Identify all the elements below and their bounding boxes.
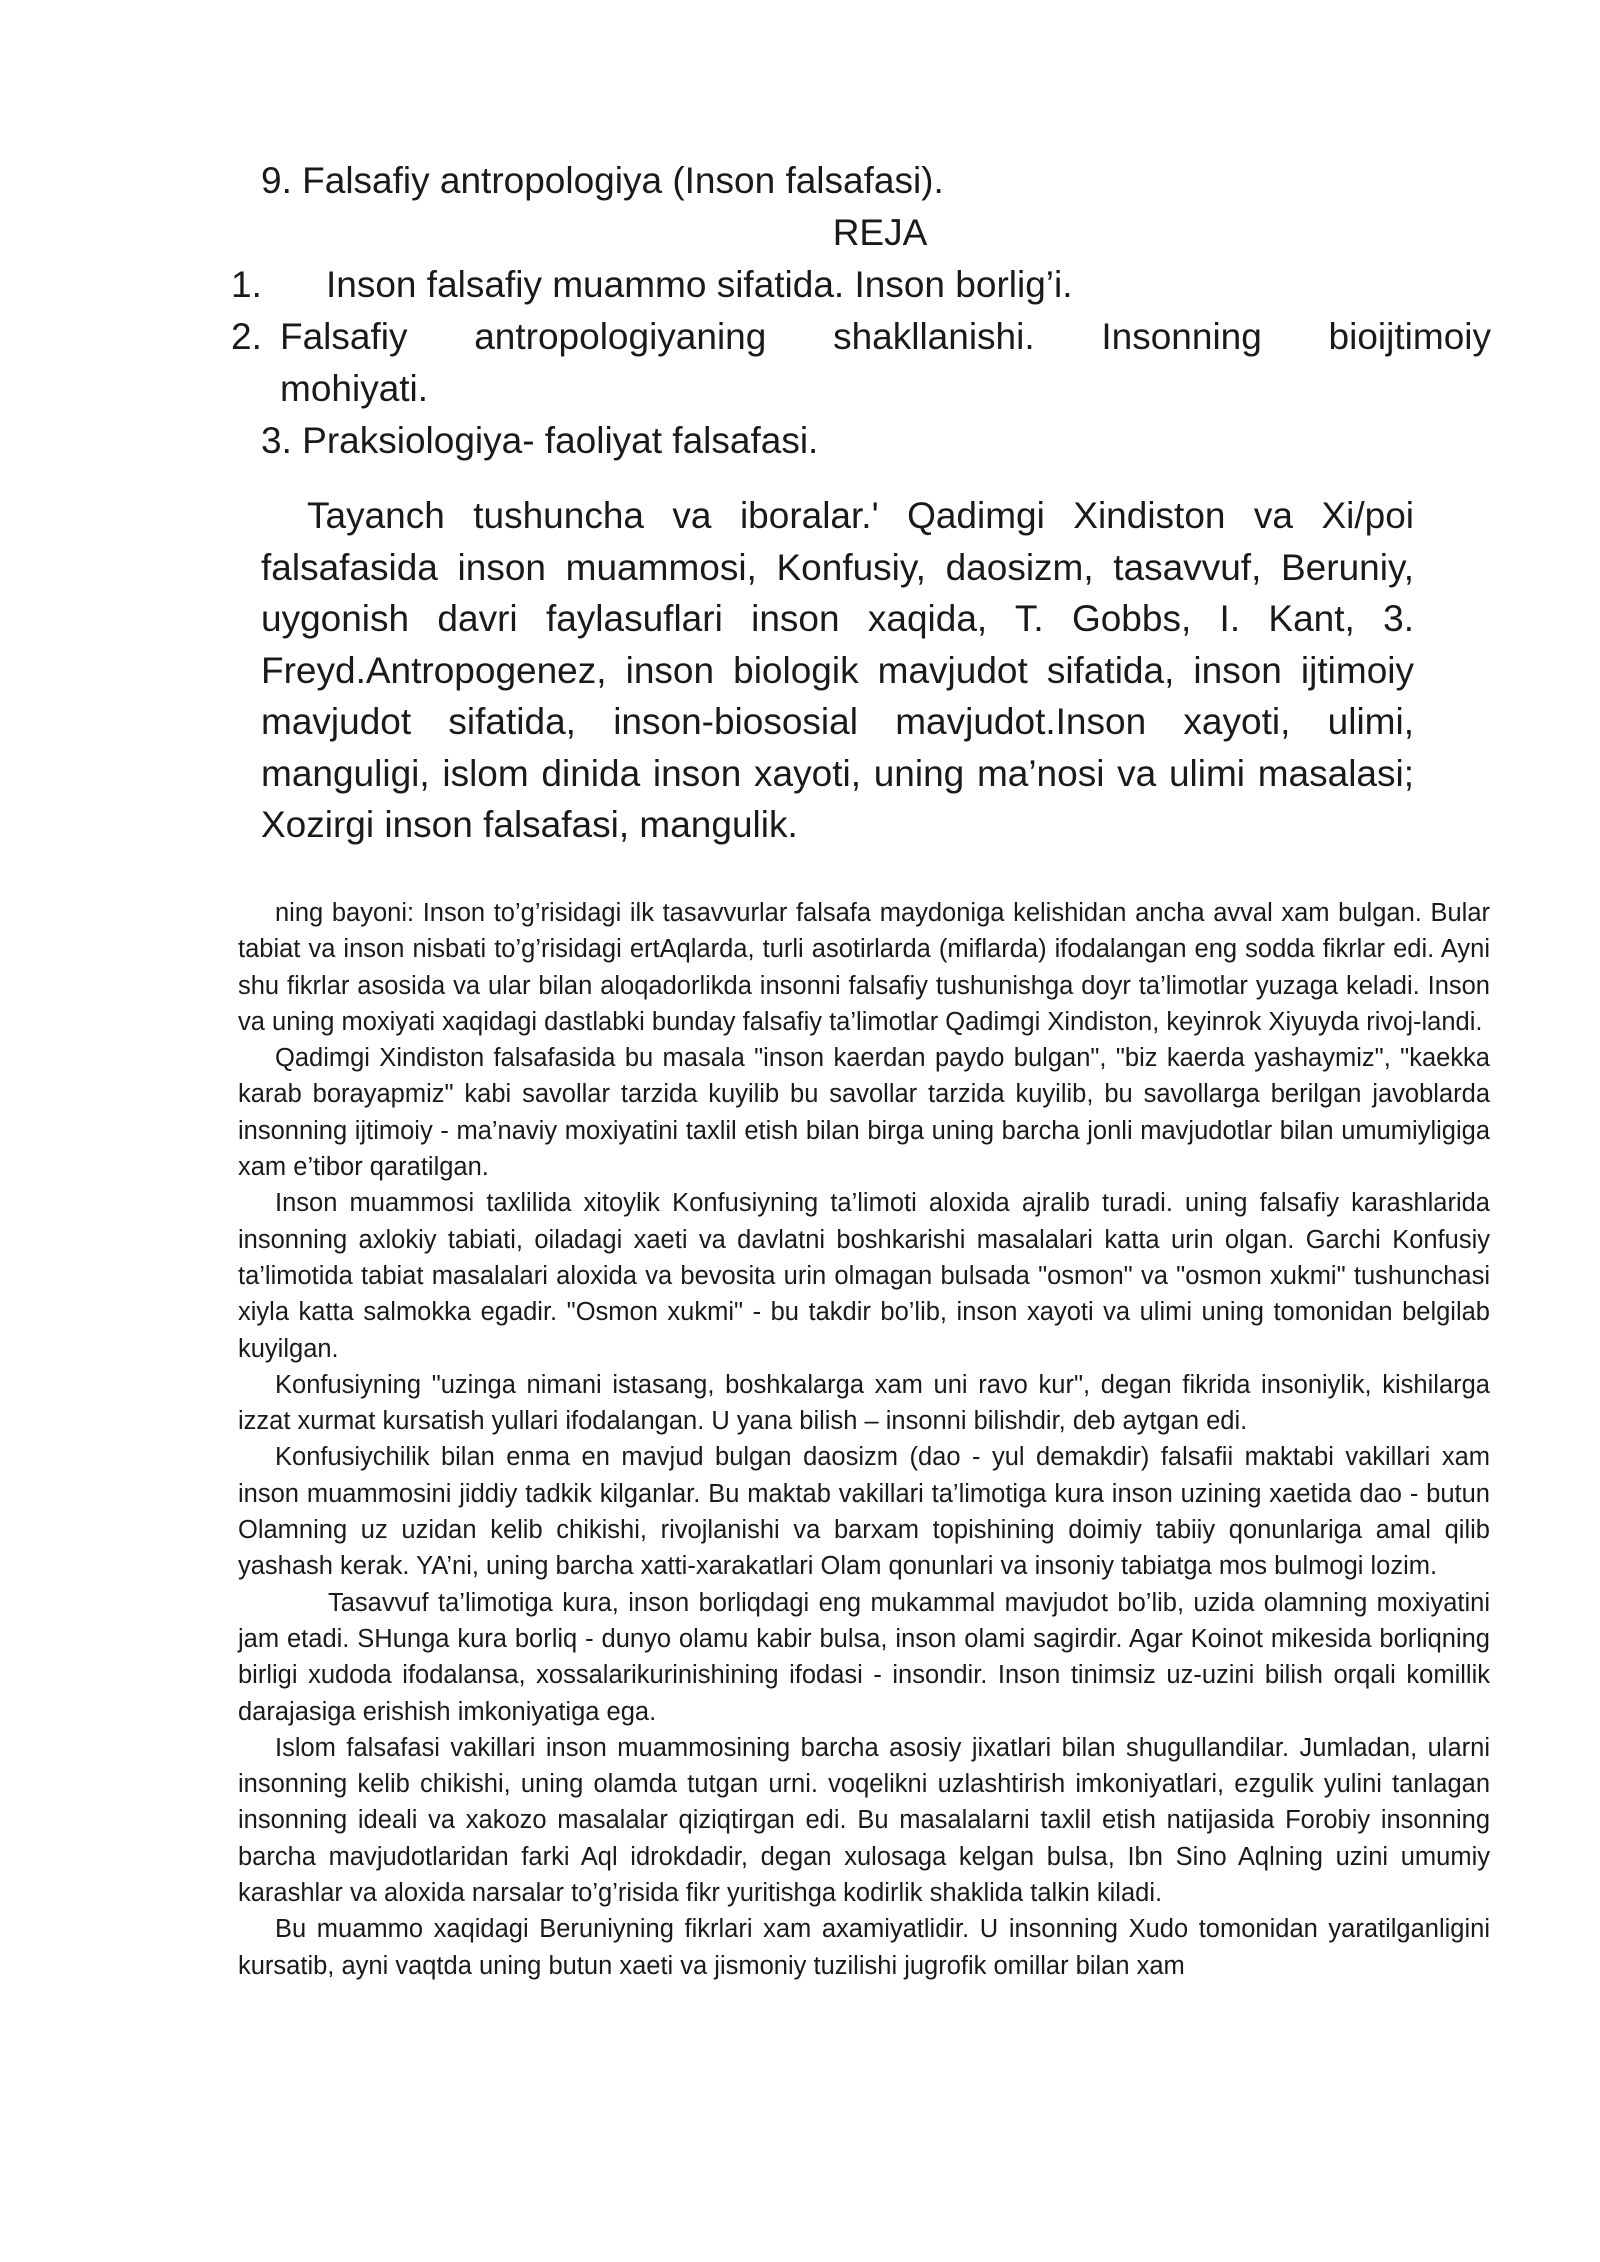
body-text bbox=[238, 895, 1490, 1984]
plan-item-text: Falsafiy antropologiyaning shakllanishi. Insonning bioijtimoiy bbox=[280, 316, 1491, 357]
plan-item-text: Praksiologiya- faoliyat falsafasi. bbox=[302, 420, 819, 461]
plan-item bbox=[231, 311, 1491, 415]
body-paragraph: Islom falsafasi vakillari inson muammosining barcha asosiy jixatlari bilan shugullandilar. Jumladan, ularni insonning kelib chikishi, uning olamda tutgan urni. voqelikni uzlashtirish imkoniyatlari, ezgulik yulini tanlagan insonning ideali va xakozo masalalar qiziqtirgan edi. Bu masalalarni taxlil etish natijasida Forobiy insonning barcha mavjudotlaridan farki Aql idrokdadir, degan xulosaga kelgan bulsa, Ibn Sino Aqlning uzini umumiy karashlar va aloxida narsalar to’g’risida fikr yuritishga kodirlik shaklida talkin kiladi. bbox=[238, 1733, 1490, 1908]
body-paragraph: Qadimgi Xindiston falsafasida bu masala "inson kaerdan paydo bulgan", "biz kaerda yashaymiz", "kaekka karab borayapmiz" kabi savollar tarzida kuyilib bu savollar tarzida kuyilib, bu savollarga berilgan javoblarda insonning ijtimoiy - ma’naviy moxiyatini taxlil etish bilan birga uning barcha jonli mavjudotlar bilan umumiyligiga xam e’tibor qaratilgan. bbox=[238, 1044, 1490, 1182]
plan-item-text: Inson falsafiy muammo sifatida. Inson borlig’i. bbox=[326, 264, 1073, 305]
plan-item bbox=[231, 259, 1073, 311]
body-paragraph: Bu muammo xaqidagi Beruniyning fikrlari xam axamiyatlidir. U insonning Xudo tomonidan yaratilganligini kursatib, ayni vaqtda uning butun xaeti va jismoniy tuzilishi jugrofik omillar bilan xam bbox=[238, 1915, 1490, 1980]
body-paragraph: ning bayoni: Inson to’g’risidagi ilk tasavvurlar falsafa maydoniga kelishidan ancha avval xam bulgan. Bular tabiat va inson nisbati to’g’risidagi ertAqlarda, turli asotirlarda (miflarda) ifodalangan eng sodda fikrlar edi. Ayni shu fikrlar asosida va ular bilan aloqadorlikda insonni falsafiy tushunishga doyr ta’limotlar yuzaga keladi. Inson va uning moxiyati xaqidagi dastlabki bunday falsafiy ta’limotlar Qadimgi Xindiston, keyinrok Xiyuyda rivoj-landi. bbox=[238, 899, 1490, 1036]
body-paragraph: Konfusiyning "uzinga nimani istasang, boshkalarga xam uni ravo kur", degan fikrida insoniylik, kishilarga izzat xurmat kursatish yullari ifodalangan. U yana bilish – insonni bilishdir, deb aytgan edi. bbox=[238, 1370, 1490, 1436]
body-paragraph: Inson muammosi taxlilida xitoylik Konfusiyning ta’limoti aloxida ajralib turadi. uning falsafiy karashlarida insonning axlokiy tabiati, oiladagi xaeti va davlatni boshkarishi masalalari katta urin olgan. Garchi Konfusiy ta’limotida tabiat masalalari aloxida va bevosita urin olmagan bulsada "osmon" va "osmon xukmi" tushunchasi xiyla katta salmokka egadir. "Osmon xukmi" - bu takdir bo’lib, inson xayoti va ulimi uning tomonidan belgilab kuyilgan. bbox=[238, 1189, 1490, 1363]
plan-item bbox=[261, 415, 818, 467]
key-terms-text: Tayanch tushuncha va iboralar.' Qadimgi Xindiston va Xi/poi falsafasida inson muammosi, Konfusiy, daosizm, tasavvuf, Beruniy, uygonish davri faylasuflari inson xaqida, T. Gobbs, I. Kant, 3. Freyd.Antropogenez, inson biologik mavjudot sifatida, inson ijtimoiy mavjudot sifatida, inson-biososial mavjudot.Inson xayoti, ulimi, manguligi, islom dinida inson xayoti, uning ma’nosi va ulimi masalasi; Xozirgi inson falsafasi, mangulik. bbox=[261, 495, 1414, 845]
plan-item-text-continuation: mohiyati. bbox=[280, 368, 429, 409]
plan-item-number: 1. bbox=[231, 264, 262, 305]
plan-heading: REJA bbox=[832, 212, 928, 253]
body-paragraph: Konfusiychilik bilan enma en mavjud bulgan daosizm (dao - yul demakdir) falsafii maktabi vakillari xam inson muammosini jiddiy tadkik kilganlar. Bu maktab vakillari ta’limotiga kura inson uzining xaetida dao - butun Olamning uz uzidan kelib chikishi, rivojlanishi va barxam topishining doimiy tabiiy qonunlariga amal qilib yashash kerak. YA’ni, uning barcha xatti-xarakatlari Olam qonunlari va insoniy tabiatga mos bulmogi lozim. bbox=[238, 1443, 1490, 1581]
plan-item-number: 3. bbox=[261, 420, 292, 461]
page-title: 9. Falsafiy antropologiya (Inson falsafasi). bbox=[261, 160, 944, 201]
body-paragraph: Tasavvuf ta’limotiga kura, inson borliqdagi eng mukammal mavjudot bo’lib, uzida olamning moxiyatini jam etadi. SHunga kura borliq - dunyo olamu kabir bulsa, inson olami sagirdir. Agar Koinot mikesida borliqning birligi xudoda ifodalansa, xossalarikurinishining ifodasi - insondir. Inson tinimsiz uz-uzini bilish orqali komillik darajasiga erishish imkoniyatiga ega. bbox=[238, 1588, 1490, 1726]
plan-item-number: 2. bbox=[231, 316, 262, 357]
key-terms-paragraph bbox=[261, 490, 1414, 851]
